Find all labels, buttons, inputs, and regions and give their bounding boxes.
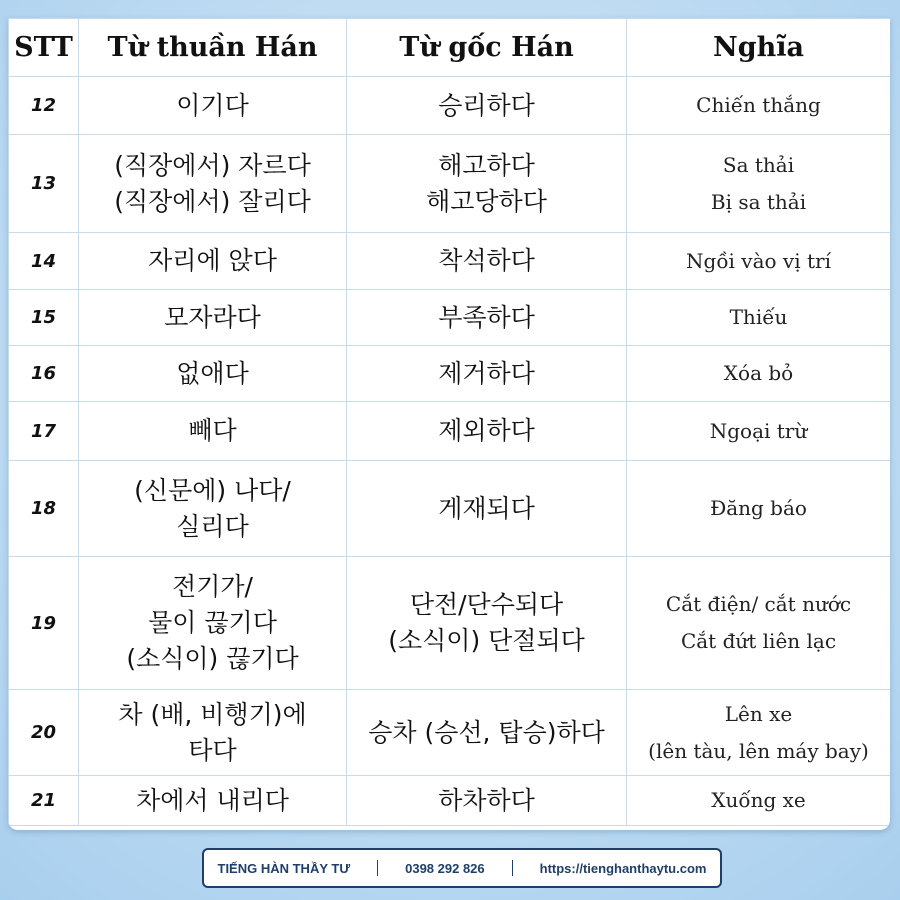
cell-meaning-line: Lên xe	[724, 701, 793, 726]
cell-native-word	[79, 290, 347, 346]
cell-meaning	[627, 461, 891, 557]
cell-native-word-line: (직장에서) 잘리다	[114, 186, 311, 216]
cell-native-word	[79, 135, 347, 233]
cell-sino-word-line: 제외하다	[438, 416, 535, 445]
cell-native-word	[79, 776, 347, 826]
cell-native-word-line: (소식이) 끊기다	[126, 644, 299, 673]
footer-brand: TIẾNG HÀN THẦY TƯ	[217, 860, 351, 876]
header-stt: STT	[9, 19, 79, 77]
cell-sino-word-line: 승리하다	[438, 90, 535, 120]
cell-native-word-line: 차에서 내리다	[136, 785, 289, 815]
cell-native-word	[79, 402, 347, 461]
header-sino-word: Từ gốc Hán	[347, 19, 627, 77]
table-row	[9, 346, 891, 402]
cell-native-word-line: 전기가/	[172, 572, 253, 601]
cell-meaning	[627, 557, 891, 690]
cell-stt: 21	[9, 776, 79, 826]
cell-sino-word-line: 하차하다	[438, 785, 535, 815]
cell-stt: 18	[9, 461, 79, 557]
header-native-word: Từ thuần Hán	[79, 19, 347, 77]
cell-sino-word-line: 게재되다	[438, 493, 535, 523]
table-row	[9, 461, 891, 557]
table-body	[9, 77, 891, 826]
cell-meaning-line: Sa thải	[722, 152, 795, 177]
cell-meaning	[627, 690, 891, 776]
cell-native-word-line: 빼다	[188, 416, 237, 445]
cell-sino-word	[347, 77, 627, 135]
cell-sino-word	[347, 461, 627, 557]
cell-native-word	[79, 557, 347, 690]
cell-stt: 16	[9, 346, 79, 402]
footer-phone: 0398 292 826	[405, 860, 485, 876]
cell-native-word-line: 실리다	[176, 511, 249, 541]
cell-meaning-line: Ngoại trừ	[709, 418, 808, 443]
cell-native-word-line: 타다	[188, 735, 237, 765]
cell-stt: 12	[9, 77, 79, 135]
cell-sino-word	[347, 135, 627, 233]
cell-stt: 14	[9, 233, 79, 290]
cell-sino-word	[347, 233, 627, 290]
cell-native-word-line: (신문에) 나다/	[134, 475, 291, 505]
cell-meaning-line: Xóa bỏ	[723, 361, 794, 385]
footer-divider	[512, 860, 513, 876]
cell-sino-word	[347, 402, 627, 461]
cell-sino-word	[347, 290, 627, 346]
cell-sino-word-line: 승차 (승선, 탑승)하다	[368, 717, 605, 747]
cell-meaning-line: Đăng báo	[710, 496, 807, 520]
cell-meaning	[627, 290, 891, 346]
cell-sino-word-line: 착석하다	[438, 246, 535, 275]
cell-native-word	[79, 690, 347, 776]
cell-meaning-line: Thiếu	[729, 305, 788, 329]
cell-native-word-line: (직장에서) 자르다	[114, 150, 311, 180]
cell-meaning-line: Ngồi vào vị trí	[686, 248, 831, 273]
footer-url[interactable]: https://tienghanthaytu.com	[539, 860, 707, 876]
cell-meaning-line: Chiến thắng	[696, 93, 821, 117]
cell-sino-word	[347, 346, 627, 402]
vocab-card	[8, 18, 890, 830]
cell-sino-word-line: 해고당하다	[426, 186, 547, 216]
table-row	[9, 690, 891, 776]
table-row	[9, 557, 891, 690]
cell-sino-word	[347, 776, 627, 826]
cell-meaning-line: Cắt đứt liên lạc	[680, 629, 837, 653]
table-row	[9, 776, 891, 826]
cell-meaning	[627, 776, 891, 826]
cell-native-word-line: 자리에 앉다	[148, 246, 277, 275]
table-header-row	[9, 19, 891, 77]
cell-stt: 13	[9, 135, 79, 233]
cell-meaning-line: Xuống xe	[711, 788, 806, 812]
cell-native-word-line: 이기다	[176, 90, 249, 120]
cell-native-word	[79, 346, 347, 402]
table-row	[9, 233, 891, 290]
cell-stt: 20	[9, 690, 79, 776]
cell-sino-word-line: 해고하다	[438, 150, 535, 180]
table-row	[9, 402, 891, 461]
cell-sino-word	[347, 690, 627, 776]
cell-stt: 19	[9, 557, 79, 690]
cell-meaning	[627, 402, 891, 461]
cell-stt: 17	[9, 402, 79, 461]
table-row	[9, 77, 891, 135]
cell-native-word-line: 차 (배, 비행기)에	[118, 699, 307, 729]
cell-sino-word-line: 단전/단수되다	[409, 590, 564, 619]
table-row	[9, 290, 891, 346]
cell-stt: 15	[9, 290, 79, 346]
header-meaning: Nghĩa	[627, 19, 891, 77]
cell-meaning	[627, 233, 891, 290]
cell-meaning-line: Bị sa thải	[710, 189, 807, 214]
cell-sino-word-line: 부족하다	[438, 302, 535, 332]
cell-native-word	[79, 77, 347, 135]
cell-meaning	[627, 77, 891, 135]
table-row	[9, 135, 891, 233]
cell-sino-word-line: 제거하다	[438, 358, 535, 388]
footer-divider	[377, 860, 378, 876]
cell-native-word-line: 모자라다	[164, 302, 261, 332]
cell-meaning-line: Cắt điện/ cắt nước	[665, 592, 852, 616]
cell-native-word-line: 없애다	[176, 358, 249, 388]
cell-meaning	[627, 346, 891, 402]
footer-bar	[202, 848, 722, 888]
cell-sino-word	[347, 557, 627, 690]
vocab-table	[8, 18, 890, 826]
cell-native-word	[79, 461, 347, 557]
cell-meaning	[627, 135, 891, 233]
cell-meaning-line: (lên tàu, lên máy bay)	[648, 738, 869, 763]
cell-sino-word-line: (소식이) 단절되다	[388, 626, 585, 655]
cell-native-word	[79, 233, 347, 290]
cell-native-word-line: 물이 끊기다	[148, 608, 277, 637]
